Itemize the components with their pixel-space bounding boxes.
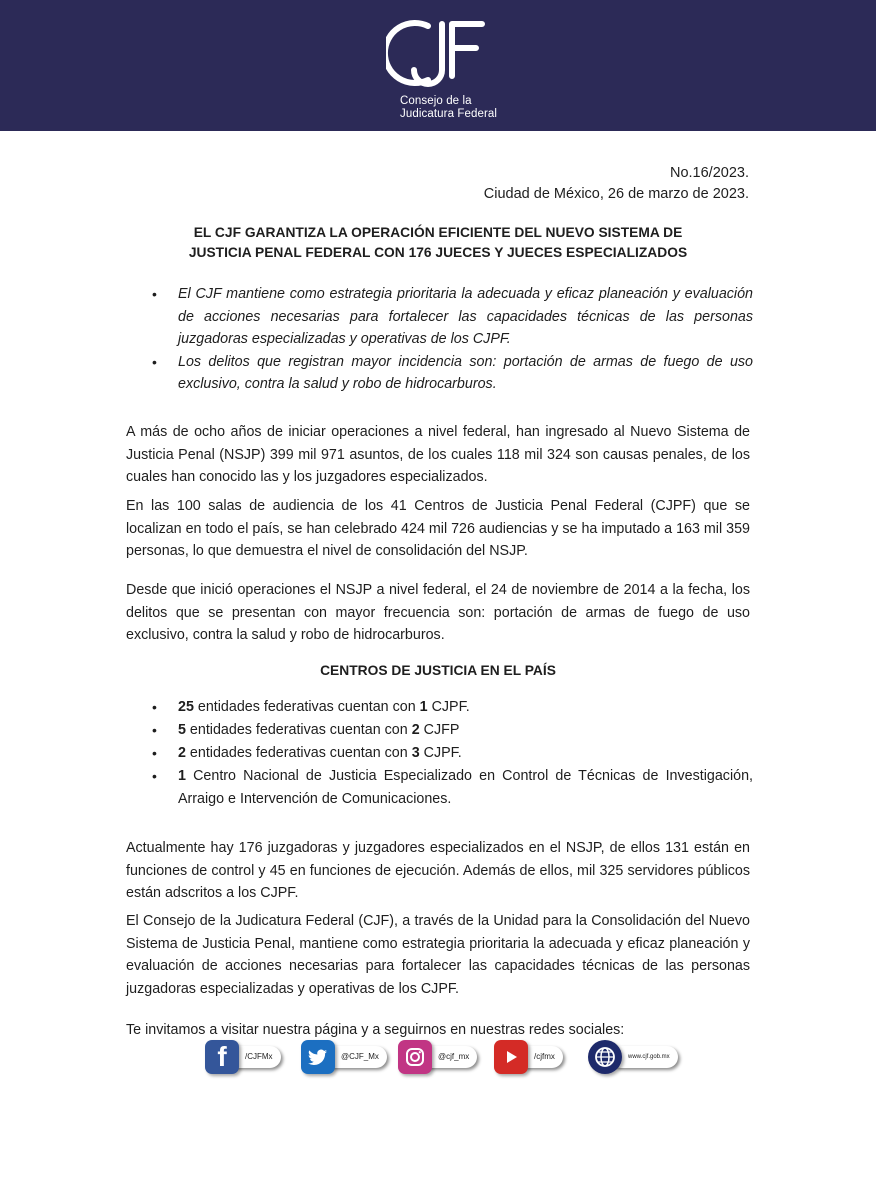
headline-line2: JUSTICIA PENAL FEDERAL CON 176 JUECES Y JUECES ESPECIALIZADOS [188, 245, 688, 260]
center-count: 2 [178, 745, 186, 761]
youtube-icon [494, 1040, 528, 1074]
center-text: entidades federativas cuentan con [185, 722, 412, 738]
center-text-b: CJPF. [427, 699, 470, 715]
globe-icon [588, 1040, 622, 1074]
twitter-handle: @CJF_Mx [323, 1046, 387, 1068]
list-item [150, 719, 753, 742]
list-item [150, 696, 753, 719]
facebook-icon: f [205, 1040, 239, 1074]
list-item [150, 765, 753, 811]
paragraph-crimes: Desde que inició operaciones el NSJP a nivel federal, el 24 de noviembre de 2014 a la fecha, los delitos que se presentan con mayor frecuencia son: portación de armas de fuego de uso exclusivo, contra la salud y robo de hidrocarburos. [126, 582, 750, 643]
center-text: entidades federativas cuentan con [185, 745, 412, 761]
paragraph-judges: Actualmente hay 176 juzgadoras y juzgadores especializados en el NSJP, de ellos 131 están en funciones de control y 45 en funciones de ejecución. Además de ellos, mil 325 servidores públicos están adscritos a los CJPF. [126, 840, 750, 901]
center-text: entidades federativas cuentan con [193, 699, 420, 715]
paragraph-hearings: En las 100 salas de audiencia de los 41 Centros de Justicia Penal Federal (CJPF) que se localizan en todo el país, se han celebrado 424 mil 726 audiencias y se ha imputado a 163 mil 359 personas, lo que demuestra el nivel de consolidación del NSJP. [126, 498, 750, 559]
instagram-icon [398, 1040, 432, 1074]
paragraph-invite: Te invitamos a visitar nuestra página y a seguirnos en nuestras redes sociales: [126, 1022, 625, 1038]
section-heading: CENTROS DE JUSTICIA EN EL PAÍS [320, 663, 556, 678]
center-text-b: CJPF. [419, 745, 462, 761]
centers-list [150, 696, 753, 811]
release-number: No.16/2023. [669, 165, 749, 181]
logo-caption-line2: Judicatura Federal [400, 108, 498, 120]
center-count-b: 3 [411, 745, 420, 761]
center-count: 25 [178, 699, 194, 715]
list-item: • El CJF mantiene como estrategia prioritaria la adecuada y eficaz planeación y evaluación de acciones necesarias para fortalecer las capacidades técnicas de las personas juzgadoras especializadas y operativas de los CJPF. [150, 283, 753, 351]
list-item: • Los delitos que registran mayor incidencia son: portación de armas de fuego de uso exclusivo, contra la salud y robo de hidrocarburos. [150, 351, 753, 396]
page-title [150, 223, 726, 263]
center-text-b: CJFP [419, 722, 460, 738]
website-url: www.cjf.gob.mx [610, 1046, 678, 1068]
list-item [150, 742, 753, 765]
cjf-logo [386, 18, 506, 126]
youtube-handle: /cjfmx [516, 1046, 563, 1068]
twitter-icon [301, 1040, 335, 1074]
cjf-monogram-icon [386, 18, 506, 94]
logo-caption-line1: Consejo de la [400, 95, 472, 107]
instagram-handle: @cjf_mx [420, 1046, 477, 1068]
release-meta [484, 163, 749, 205]
center-count-b: 2 [411, 722, 420, 738]
social-links [205, 1040, 675, 1080]
headline-line1: EL CJF GARANTIZA LA OPERACIÓN EFICIENTE DEL NUEVO SISTEMA DE [193, 225, 683, 240]
center-count: 1 [178, 768, 186, 784]
logo-caption [400, 95, 497, 121]
facebook-handle: /CJFMx [227, 1046, 281, 1068]
paragraph-council: El Consejo de la Judicatura Federal (CJF), a través de la Unidad para la Consolidación del Nuevo Sistema de Justicia Penal, mantiene como estrategia prioritaria la adecuada y eficaz planeación y evaluación de acciones necesarias para fortalecer las capacidades técnicas de las personas juzgadoras especializadas y operativas de los CJPF. [126, 913, 750, 997]
header-banner [0, 0, 876, 131]
center-text: Centro Nacional de Justicia Especializado en Control de Técnicas de Investigación, Arraigo e Intervención de Comunicaciones. [178, 768, 753, 807]
center-count-b: 1 [419, 699, 428, 715]
paragraph-intro: A más de ocho años de iniciar operaciones a nivel federal, han ingresado al Nuevo Sistema de Justicia Penal (NSJP) 399 mil 971 asuntos, de los cuales 118 mil 324 son causas penales, de los cuales han conocido las y los juzgadores especializados. [126, 424, 750, 485]
center-count: 5 [178, 722, 186, 738]
release-place-date: Ciudad de México, 26 de marzo de 2023. [483, 186, 749, 202]
highlight-list [150, 283, 753, 396]
